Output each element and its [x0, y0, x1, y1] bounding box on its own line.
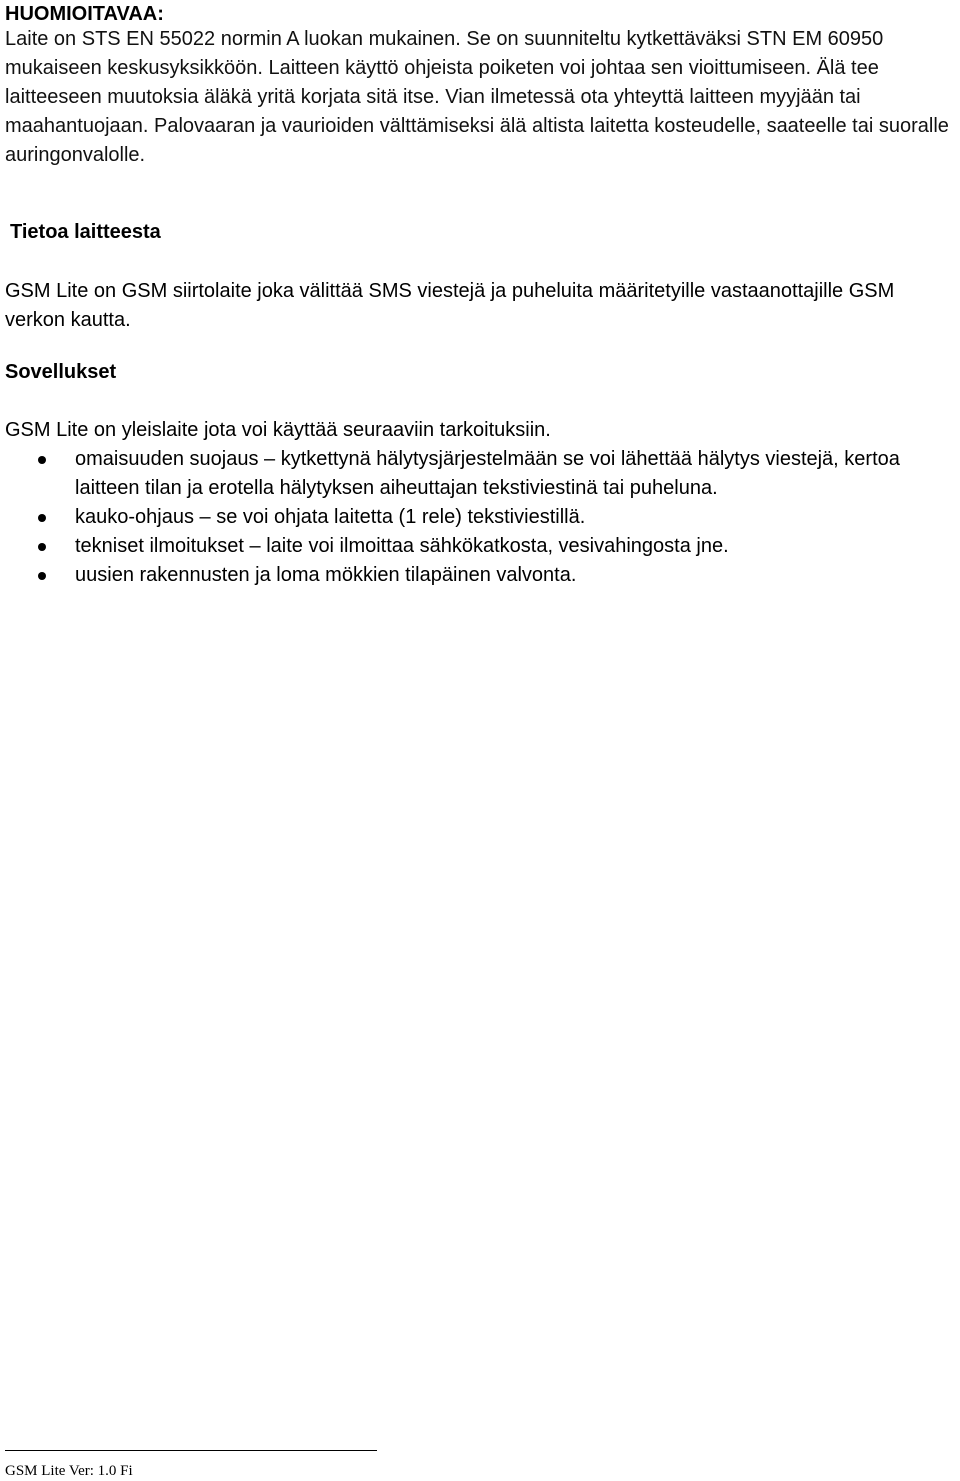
list-item: [0, 445, 930, 503]
bullet-icon: [38, 456, 46, 464]
applications-intro: GSM Lite on yleislaite jota voi käyttää seuraaviin tarkoituksiin.: [5, 419, 551, 441]
list-item: [0, 561, 930, 590]
bullet-icon: [38, 514, 46, 522]
list-item-text: kauko-ohjaus – se voi ohjata laitetta (1 rele) tekstiviestillä.: [75, 506, 586, 528]
applications-heading: Sovellukset: [5, 361, 117, 383]
list-item-text: omaisuuden suojaus – kytkettynä hälytysjärjestelmään se voi lähettää hälytys viestejä, kertoa laitteen tilan ja erotella hälytyksen aiheuttajan tekstiviestinä tai puheluna.: [75, 448, 900, 499]
list-item-text: tekniset ilmoitukset – laite voi ilmoittaa sähkökatkosta, vesivahingosta jne.: [75, 535, 729, 557]
list-item: [0, 532, 930, 561]
about-paragraph: GSM Lite on GSM siirtolaite joka välittää SMS viestejä ja puheluita määritetyille vastaanottajille GSM verkon kautta.: [5, 280, 895, 331]
about-heading: Tietoa laitteesta: [10, 221, 161, 243]
bullet-icon: [38, 572, 46, 580]
footer-divider: [5, 1450, 377, 1451]
warning-title: HUOMIOITAVAA:: [5, 3, 164, 25]
list-item-text: uusien rakennusten ja loma mökkien tilapäinen valvonta.: [75, 564, 577, 586]
warning-body: Laite on STS EN 55022 normin A luokan mukainen. Se on suunniteltu kytkettäväksi STN EM 60950 mukaiseen keskusyksikköön. Laitteen käyttö ohjeista poiketen voi johtaa sen vioittumiseen. Älä tee laitteeseen muutoksia äläkä yritä korjata sitä itse. Vian ilmetessä ota yhteyttä laitteen myyjään tai maahantuojaan. Palovaaran ja vaurioiden välttämiseksi älä altista laitetta kosteudelle, saateelle tai suoralle auringonvalolle.: [5, 28, 949, 166]
applications-list: [0, 445, 930, 590]
list-item: [0, 503, 930, 532]
footer-version: GSM Lite Ver: 1.0 Fi: [5, 1463, 133, 1479]
bullet-icon: [38, 543, 46, 551]
